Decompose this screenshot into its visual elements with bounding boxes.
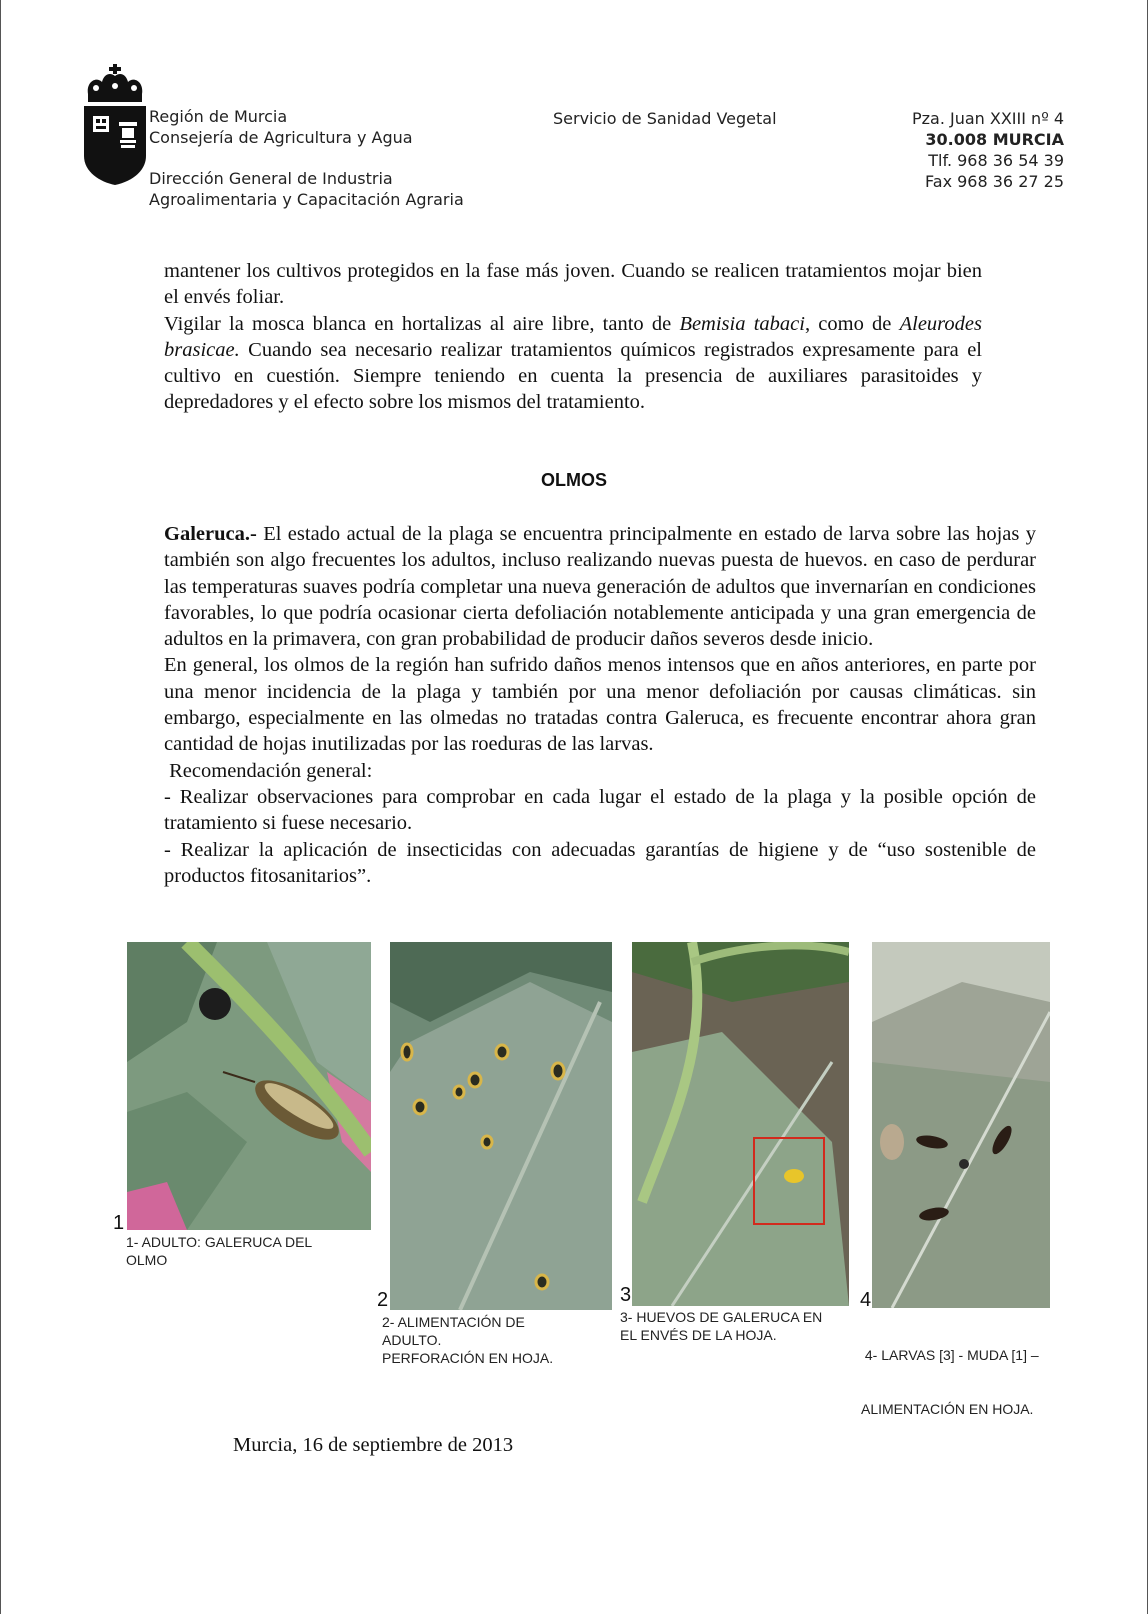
- photo-2-caption-line3: PERFORACIÓN EN HOJA.: [382, 1350, 554, 1366]
- galeruca-paragraph-1: [164, 521, 1036, 652]
- photo-1-caption-line1: 1- ADULTO: GALERUCA DEL: [126, 1234, 313, 1250]
- header-region: Región de Murcia: [149, 107, 288, 126]
- address-fax: Fax 968 36 27 25: [925, 172, 1064, 191]
- photo-larvae-feeding: [872, 942, 1050, 1308]
- document-date: Murcia, 16 de septiembre de 2013: [233, 1434, 514, 1456]
- galeruca-lead: Galeruca.-: [164, 523, 257, 545]
- photo-1-number: 1: [113, 1212, 125, 1234]
- header-service: Servicio de Sanidad Vegetal: [553, 109, 777, 128]
- intro-paragraph-1: mantener los cultivos protegidos en la fase más joven. Cuando se realicen tratamientos mojar bien el envés foliar.: [164, 260, 982, 309]
- header-direccion-1: Dirección General de Industria: [149, 169, 393, 188]
- header-direccion-2: Agroalimentaria y Capacitación Agraria: [149, 190, 464, 209]
- header-address: [912, 108, 1064, 192]
- intro-text-start: Vigilar la mosca blanca en hortalizas al aire libre, tanto de: [164, 312, 680, 335]
- intro-text-end: Cuando sea necesario realizar tratamientos químicos registrados expresamente para el cultivo en cuestión. Siempre teniendo en cuenta la presencia de auxiliares parasitoides y depredadores y el efecto sobre los mismos del tratamiento.: [164, 338, 982, 414]
- recommendation-2: - Realizar la aplicación de insecticidas con adecuadas garantías de higiene y de “uso sostenible de productos fitosanitarios”.: [164, 838, 1036, 887]
- intro-text-mid: , como de: [804, 312, 900, 335]
- photo-2-caption-line2: ADULTO.: [382, 1332, 442, 1348]
- photo-eggs-underside: [632, 942, 849, 1306]
- recommendation-heading: Recomendación general:: [164, 759, 373, 782]
- photo-1-caption-line2: OLMO: [126, 1252, 168, 1268]
- photo-3-caption-line1: 3- HUEVOS DE GALERUCA EN: [620, 1309, 823, 1325]
- address-phone: Tlf. 968 36 54 39: [928, 151, 1064, 170]
- photo-leaf-perforations: [390, 942, 612, 1310]
- photo-adult-beetle: [127, 942, 371, 1230]
- photo-4-caption-line2: ALIMENTACIÓN EN HOJA.: [861, 1401, 1034, 1417]
- galeruca-text: [164, 521, 1036, 889]
- photo-4-caption: [861, 1310, 1039, 1436]
- photo-4-caption-line1: 4- LARVAS [3] - MUDA [1] –: [861, 1347, 1039, 1363]
- species-bemisia: Bemisia tabaci: [679, 312, 805, 335]
- galeruca-p1-text: El estado actual de la plaga se encuentra principalmente en estado de larva sobre las hojas y también son algo frecuentes los adultos, incluso realizando nuevas puesta de huevos. en caso de perdurar las temperaturas suaves podría completar una nueva generación de adultos que invernarían en condiciones favorables, lo que podría ocasionar cierta defoliación notablemente anticipada y una gran emergencia de adultos en la primavera, con gran probabilidad de producir daños severos desde inicio.: [164, 523, 1036, 651]
- photo-1-caption: [126, 1233, 312, 1269]
- galeruca-paragraph-2: En general, los olmos de la región han sufrido daños menos intensos que en años anteriores, en parte por una menor incidencia de la plaga y también por una menor defoliación por causas climáticas. sin embargo, especialmente en las olmedas no tratadas contra Galeruca, es frecuente encontrar ahora gran cantidad de hojas inutilizadas por las roeduras de las larvas.: [164, 654, 1036, 756]
- coat-of-arms-icon: [84, 64, 146, 186]
- species-aleurodes: Aleurodes brasicae.: [164, 312, 982, 361]
- address-street: Pza. Juan XXIII nº 4: [911, 109, 1064, 128]
- intro-text: [164, 258, 982, 416]
- photo-2-caption: [382, 1313, 553, 1367]
- header-institution: [149, 106, 464, 210]
- recommendation-1: - Realizar observaciones para comprobar en cada lugar el estado de la plaga y la posible opción de tratamiento si fuese necesario.: [164, 785, 1036, 835]
- intro-paragraph-2: [164, 311, 982, 416]
- photo-2-number: 2: [377, 1289, 389, 1311]
- photo-4-number: 4: [860, 1289, 872, 1311]
- photo-3-caption: [620, 1308, 822, 1344]
- address-city: 30.008 MURCIA: [925, 130, 1064, 149]
- photo-3-number: 3: [620, 1284, 632, 1306]
- photo-3-caption-line2: EL ENVÉS DE LA HOJA.: [620, 1327, 777, 1343]
- photo-2-caption-line1: 2- ALIMENTACIÓN DE: [382, 1314, 525, 1330]
- header-consejeria: Consejería de Agricultura y Agua: [149, 128, 413, 147]
- section-title: OLMOS: [541, 470, 607, 490]
